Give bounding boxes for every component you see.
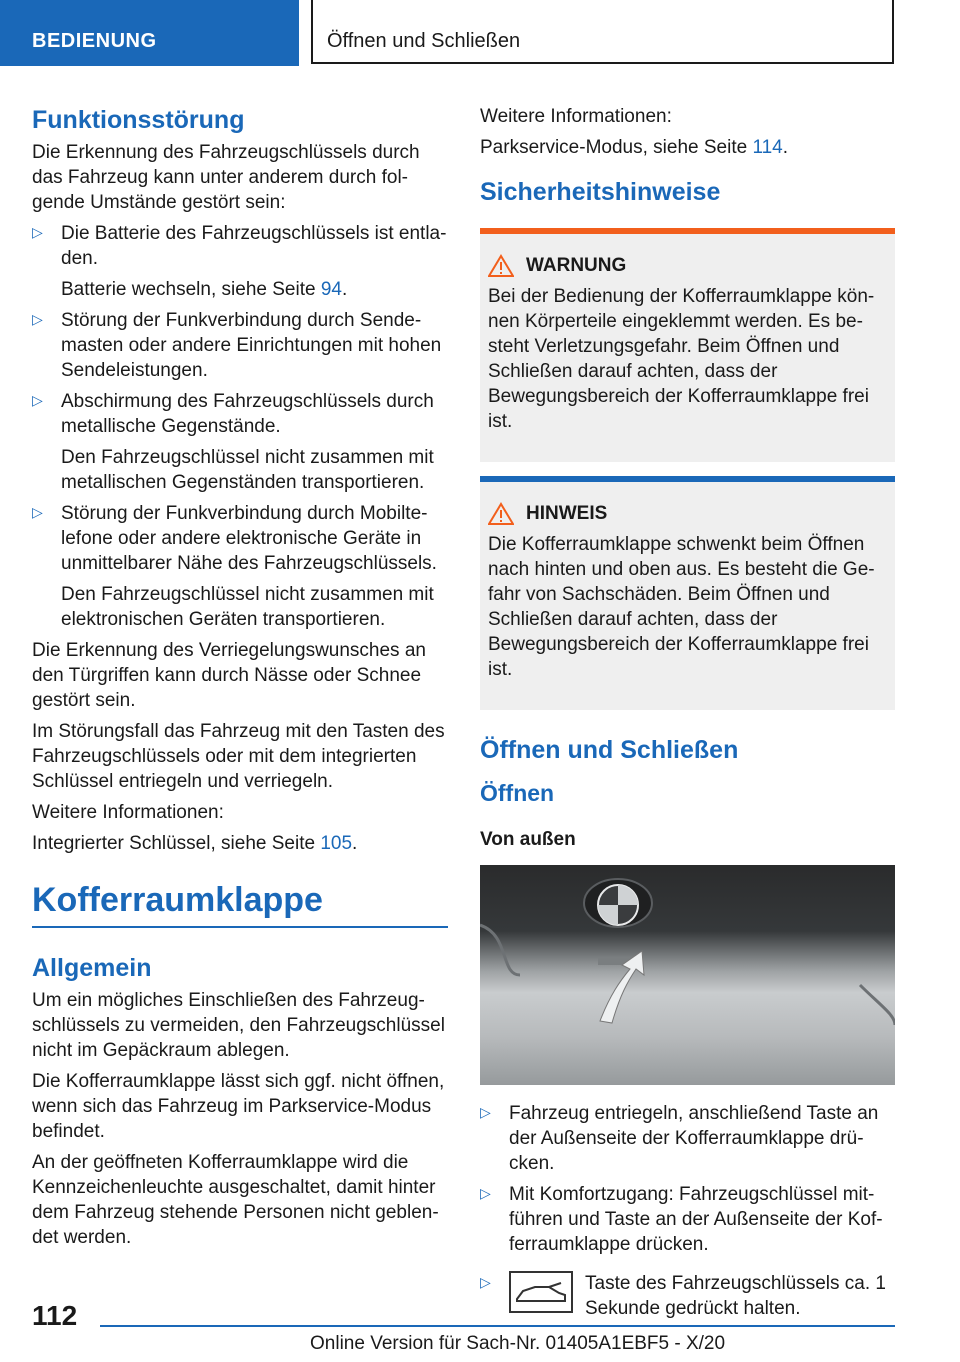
list-item (480, 1101, 895, 1176)
paragraph: An der geöffneten Kofferraumklappe wird die Kennzeichenleuchte ausgeschaltet, damit hinter dem Fahrzeug stehende Personen nicht geblendet werden. (32, 1152, 439, 1248)
paragraph: Weitere Informationen: (32, 802, 224, 823)
triangle-bullet-icon: ▷ (32, 311, 43, 327)
list-item (32, 221, 448, 302)
section-label: BEDIENUNG (32, 30, 157, 52)
paragraph: Parkservice-Modus, siehe Seite 114. (480, 137, 789, 158)
heading-kofferraumklappe: Kofferraumklappe (32, 881, 323, 919)
paragraph: Integrierter Schlüssel, siehe Seite 105. (32, 833, 358, 854)
left-column (32, 104, 448, 1256)
triangle-bullet-icon: ▷ (32, 224, 43, 240)
list-item-text: Störung der Funkverbindung durch Mobiltelefone oder andere elektronische Geräte in unmittelbarer Nähe des Fahrzeugschlüssels. (61, 503, 437, 574)
hint-header (488, 502, 887, 526)
chapter-title: Öffnen und Schließen (327, 30, 521, 52)
hint-box (480, 476, 895, 710)
heading-funktionsstoerung: Funktionsstörung (32, 106, 245, 134)
list-item-text: Störung der Funkverbindung durch Sendemasten oder andere Einrichtungen mit hohen Sendeleistungen. (61, 310, 442, 381)
heading-allgemein: Allgemein (32, 954, 152, 982)
right-column (480, 104, 895, 1333)
triangle-bullet-icon: ▷ (480, 1185, 491, 1201)
warning-header (488, 254, 887, 278)
hint-title: HINWEIS (526, 503, 608, 524)
paragraph: Um ein mögliches Einschließen des Fahrzeugschlüssels zu vermeiden, den Fahrzeugschlüssel nicht im Gepäckraum ablegen. (32, 990, 445, 1061)
reference-text: Batterie wechseln, siehe Seite (61, 279, 316, 300)
page-link-114[interactable]: 114 (752, 137, 783, 158)
footer-text: Online Version für Sach-Nr. 01405A1EBF5 - X/20 (310, 1333, 726, 1354)
triangle-bullet-icon: ▷ (32, 504, 43, 520)
paragraph: Im Störungsfall das Fahrzeug mit den Tasten des Fahrzeugschlüssels oder mit dem integrierten Schlüssel entriegeln und verriegeln. (32, 721, 445, 792)
triangle-bullet-icon: ▷ (480, 1104, 491, 1120)
heading-sicherheitshinweise: Sicherheitshinweise (480, 178, 721, 206)
footer-divider (100, 1325, 895, 1327)
section-tab (0, 0, 299, 66)
list-item-text: Die Batterie des Fahrzeugschlüssels ist entladen. (61, 223, 447, 269)
trunk-illustration (480, 865, 895, 1085)
hint-text: Die Kofferraumklappe schwenkt beim Öffnen nach hinten und oben aus. Es besteht die Gefahr von Sachschäden. Beim Öffnen und Schließen darauf achten, dass der Bewegungsbereich der Kofferraumklappe frei ist. (488, 534, 875, 680)
warning-box (480, 228, 895, 462)
reference-text: Parkservice-Modus, siehe Seite (480, 137, 748, 158)
list-item-subtext: Batterie wechseln, siehe Seite 94. (61, 279, 348, 300)
paragraph: Die Erkennung des Verriegelungswunsches an den Türgriffen kann durch Nässe oder Schnee gestört sein. (32, 640, 426, 711)
page-link-94[interactable]: 94 (320, 279, 342, 300)
chapter-header (311, 0, 894, 64)
warning-text: Bei der Bedienung der Kofferraumklappe können Körperteile eingeklemmt werden. Es besteht Verletzungsgefahr. Beim Öffnen und Schließen darauf achten, dass der Bewegungsbereich der Kofferraumklappe frei ist. (488, 286, 875, 432)
heading-oeffnen: Öffnen (480, 780, 555, 806)
list-item-text: Mit Komfortzugang: Fahrzeugschlüssel mitführen und Taste an der Außenseite der Kofferraumklappe drücken. (509, 1184, 883, 1255)
list-item (32, 308, 448, 383)
list-item (32, 501, 448, 632)
list-item-text: Taste des Fahrzeugschlüssels ca. 1 Sekunde gedrückt halten. (585, 1273, 886, 1319)
triangle-bullet-icon: ▷ (480, 1274, 491, 1290)
warning-title: WARNUNG (526, 255, 627, 276)
key-trunk-button-icon (509, 1271, 573, 1313)
chapter-heading-block (32, 878, 448, 928)
warning-triangle-icon (488, 502, 514, 526)
reference-text: Integrierter Schlüssel, siehe Seite (32, 833, 316, 854)
paragraph: Die Kofferraumklappe lässt sich ggf. nicht öffnen, wenn sich das Fahrzeug im Parkservice-Modus befindet. (32, 1071, 445, 1142)
list-item (480, 1182, 895, 1257)
list-item-text: Fahrzeug entriegeln, anschließend Taste an der Außenseite der Kofferraumklappe drücken. (509, 1103, 879, 1174)
list-item-text: Abschirmung des Fahrzeugschlüssels durch metallische Gegenstände. (61, 391, 434, 437)
triangle-bullet-icon: ▷ (32, 392, 43, 408)
trunk-button-photo (480, 865, 895, 1085)
page-link-105[interactable]: 105 (320, 833, 353, 854)
heading-von-aussen: Von außen (480, 829, 576, 850)
page-number: 112 (32, 1300, 78, 1331)
list-item (480, 1271, 895, 1327)
heading-oeffnen-schliessen: Öffnen und Schließen (480, 736, 739, 764)
list-item-subtext: Den Fahrzeugschlüssel nicht zusammen mit elektronischen Geräten transportieren. (61, 584, 434, 630)
list-item-subtext: Den Fahrzeugschlüssel nicht zusammen mit metallischen Gegenständen transportieren. (61, 447, 434, 493)
warning-triangle-icon (488, 254, 514, 278)
paragraph: Die Erkennung des Fahrzeugschlüssels durch das Fahrzeug kann unter anderem durch folgende Umstände gestört sein: (32, 142, 420, 213)
list-item (32, 389, 448, 495)
paragraph: Weitere Informationen: (480, 106, 672, 127)
